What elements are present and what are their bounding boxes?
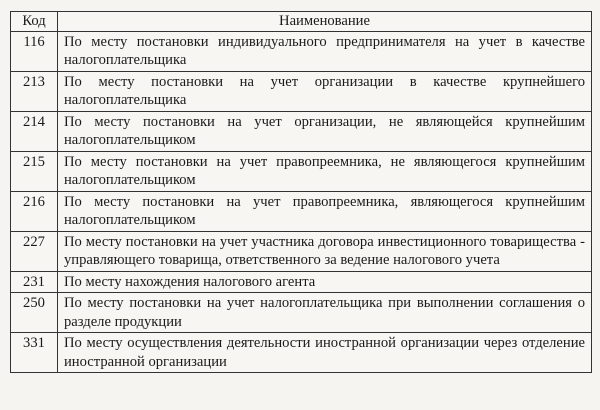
row-code: 215 — [11, 151, 58, 191]
table-row — [11, 151, 592, 191]
row-code: 216 — [11, 191, 58, 231]
row-name: По месту постановки на учет правопреемника, не являющегося крупнейшим налогоплательщиком — [58, 151, 592, 191]
table-row — [11, 71, 592, 111]
table-row — [11, 333, 592, 373]
row-name: По месту постановки на учет организации, не являющейся крупнейшим налогоплательщиком — [58, 111, 592, 151]
table-row — [11, 293, 592, 333]
table-row — [11, 271, 592, 293]
row-name: По месту нахождения налогового агента — [58, 271, 592, 293]
row-name: По месту постановки на учет налогоплательщика при выполнении соглашения о разделе продукции — [58, 293, 592, 333]
table-header-row — [11, 12, 592, 32]
row-name: По месту постановки на учет организации в качестве крупнейшего налогоплательщика — [58, 71, 592, 111]
table-row — [11, 191, 592, 231]
row-code: 116 — [11, 31, 58, 71]
row-code: 213 — [11, 71, 58, 111]
row-code: 250 — [11, 293, 58, 333]
row-code: 231 — [11, 271, 58, 293]
header-code: Код — [11, 12, 58, 32]
row-name: По месту осуществления деятельности иностранной организации через отделение иностранной организации — [58, 333, 592, 373]
row-name: По месту постановки индивидуального предпринимателя на учет в качестве налогоплательщика — [58, 31, 592, 71]
row-code: 331 — [11, 333, 58, 373]
row-code: 214 — [11, 111, 58, 151]
table-row — [11, 111, 592, 151]
row-code: 227 — [11, 231, 58, 271]
table-row — [11, 231, 592, 271]
codes-table — [10, 11, 592, 373]
table-row — [11, 31, 592, 71]
row-name: По месту постановки на учет участника договора инвестиционного товарищества - управляющего товарища, ответственного за ведение налогового учета — [58, 231, 592, 271]
header-name: Наименование — [58, 12, 592, 32]
row-name: По месту постановки на учет правопреемника, являющегося крупнейшим налогоплательщиком — [58, 191, 592, 231]
